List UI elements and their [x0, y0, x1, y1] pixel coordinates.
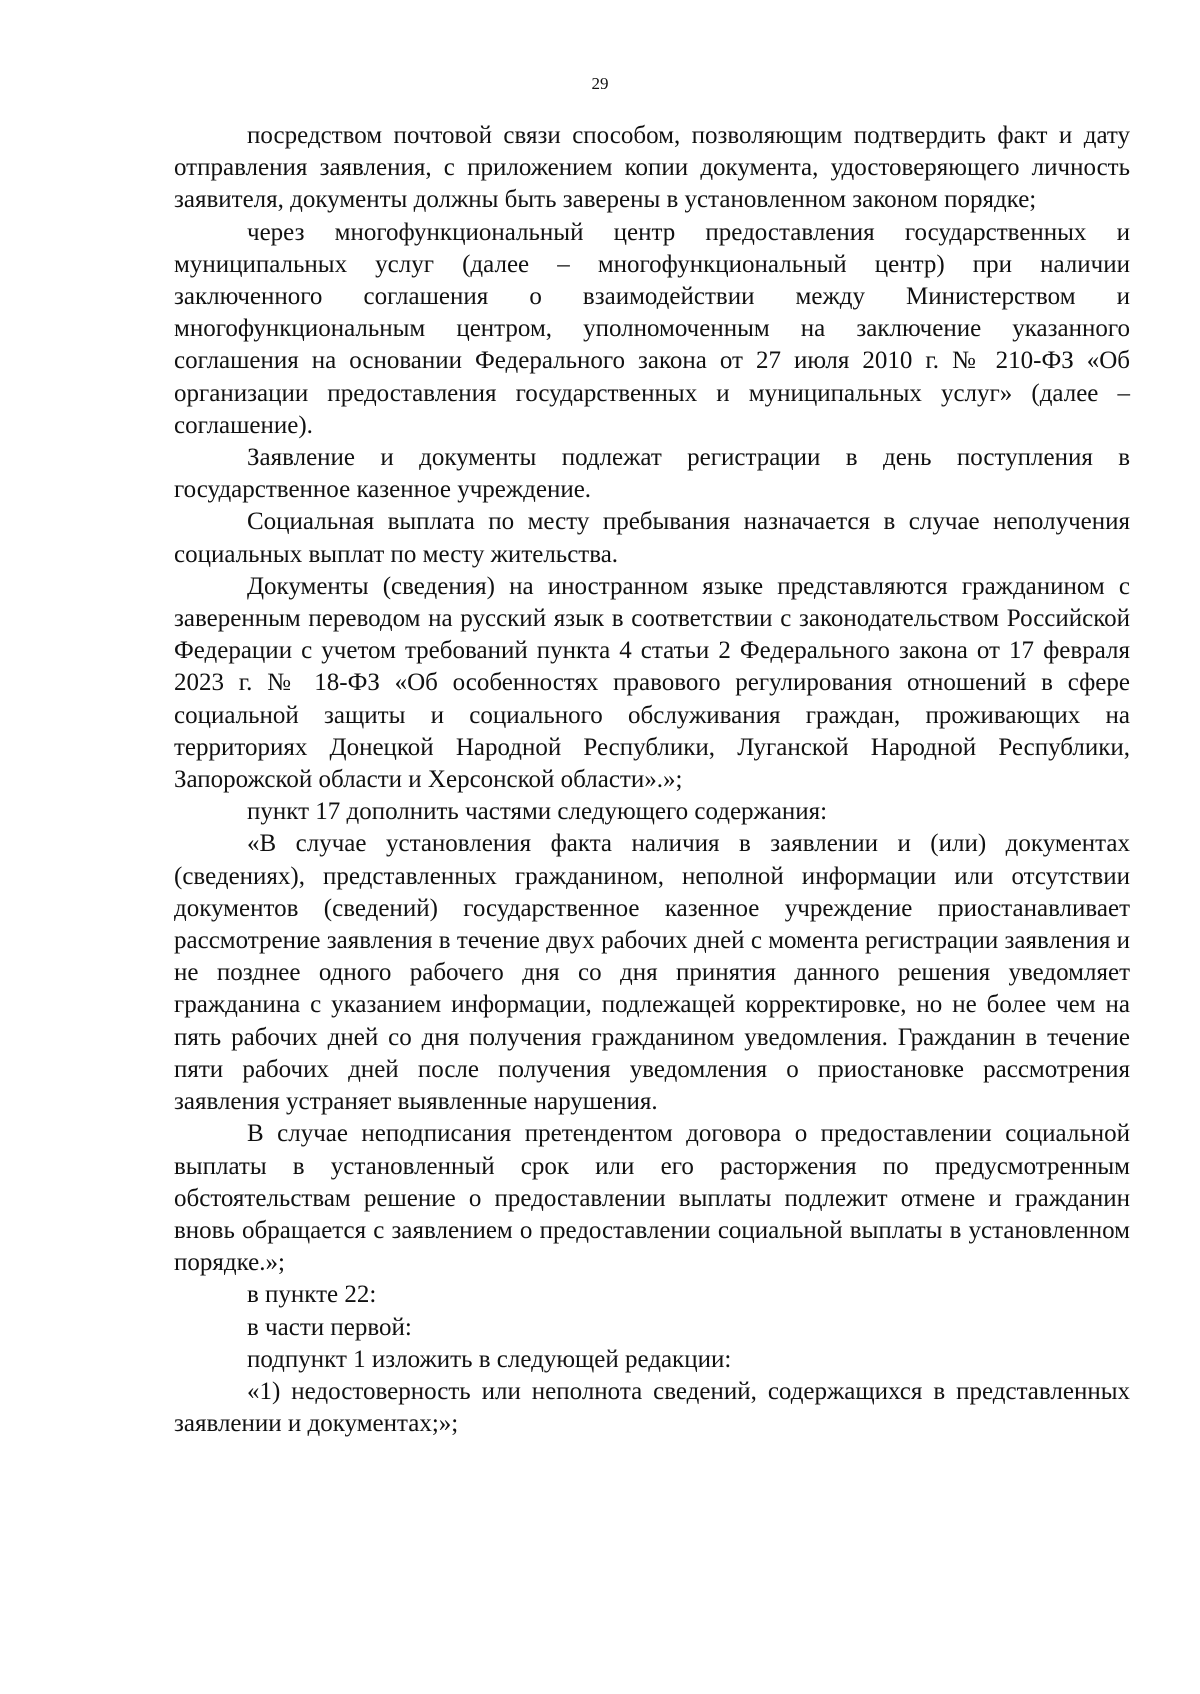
- page-number: 29: [591, 74, 609, 93]
- paragraph-subitem-1: подпункт 1 изложить в следующей редакции:: [247, 1345, 732, 1373]
- paragraph-foreign-documents: Документы (сведения) на иностранном языке представляются гражданином с заверенным переводом на русский язык в соответствии с законодательством Российской Федерации с учетом требований пункта 4 статьи 2 Федерального закона от 17 февраля 2023 г. № 18-ФЗ «Об особенностях правового регулирования отношений в сфере социальной защиты и социального обслуживания граждан, проживающих на территориях Донецкой Народной Республики, Луганской Народной Республики, Запорожской области и Херсонской области».»;: [174, 572, 1130, 794]
- paragraph-incomplete-info: «В случае установления факта наличия в заявлении и (или) документах (сведениях), представленных гражданином, неполной информации или отсутствии документов (сведений) государственное казенное учреждение приостанавливает рассмотрение заявления в течение двух рабочих дней с момента регистрации заявления и не позднее одного рабочего дня со дня принятия данного решения уведомляет гражданина с указанием информации, подлежащей корректировке, но не более чем на пять рабочих дней со дня получения гражданином уведомления. Гражданин в течение пяти рабочих дней после получения уведомления о приостановке рассмотрения заявления устраняет выявленные нарушения.: [174, 830, 1130, 1116]
- paragraph-stay-payment: Социальная выплата по месту пребывания назначается в случае неполучения социальных выплат по месту жительства.: [174, 508, 1130, 568]
- paragraph-contract-unsigned: В случае неподписания претендентом договора о предоставлении социальной выплаты в установленный срок или его расторжения по предусмотренным обстоятельствам решение о предоставлении выплаты подлежит отмене и гражданин вновь обращается с заявлением о предоставлении социальной выплаты в установленном порядке.»;: [174, 1120, 1130, 1277]
- paragraph-postal: посредством почтовой связи способом, позволяющим подтвердить факт и дату отправления заявления, с приложением копии документа, удостоверяющего личность заявителя, документы должны быть заверены в установленном законом порядке;: [174, 122, 1130, 214]
- paragraph-item-17: пункт 17 дополнить частями следующего содержания:: [247, 798, 828, 826]
- paragraph-subitem-1-text: «1) недостоверность или неполнота сведений, содержащихся в представленных заявлении и документах;»;: [174, 1377, 1130, 1438]
- paragraph-part-one: в части первой:: [247, 1313, 412, 1341]
- paragraph-mfc: через многофункциональный центр предоставления государственных и муниципальных услуг (далее – многофункциональный центр) при наличии заключенного соглашения о взаимодействии между Министерством и многофункциональным центром, уполномоченным на заключение указанного соглашения на основании Федерального закона от 27 июля 2010 г. № 210-ФЗ «Об организации предоставления государственных и муниципальных услуг» (далее – соглашение).: [174, 218, 1130, 439]
- paragraph-registration: Заявление и документы подлежат регистрации в день поступления в государственное казенное учреждение.: [174, 444, 1130, 504]
- document-body: [174, 120, 1130, 1440]
- paragraph-item-22: в пункте 22:: [247, 1281, 377, 1309]
